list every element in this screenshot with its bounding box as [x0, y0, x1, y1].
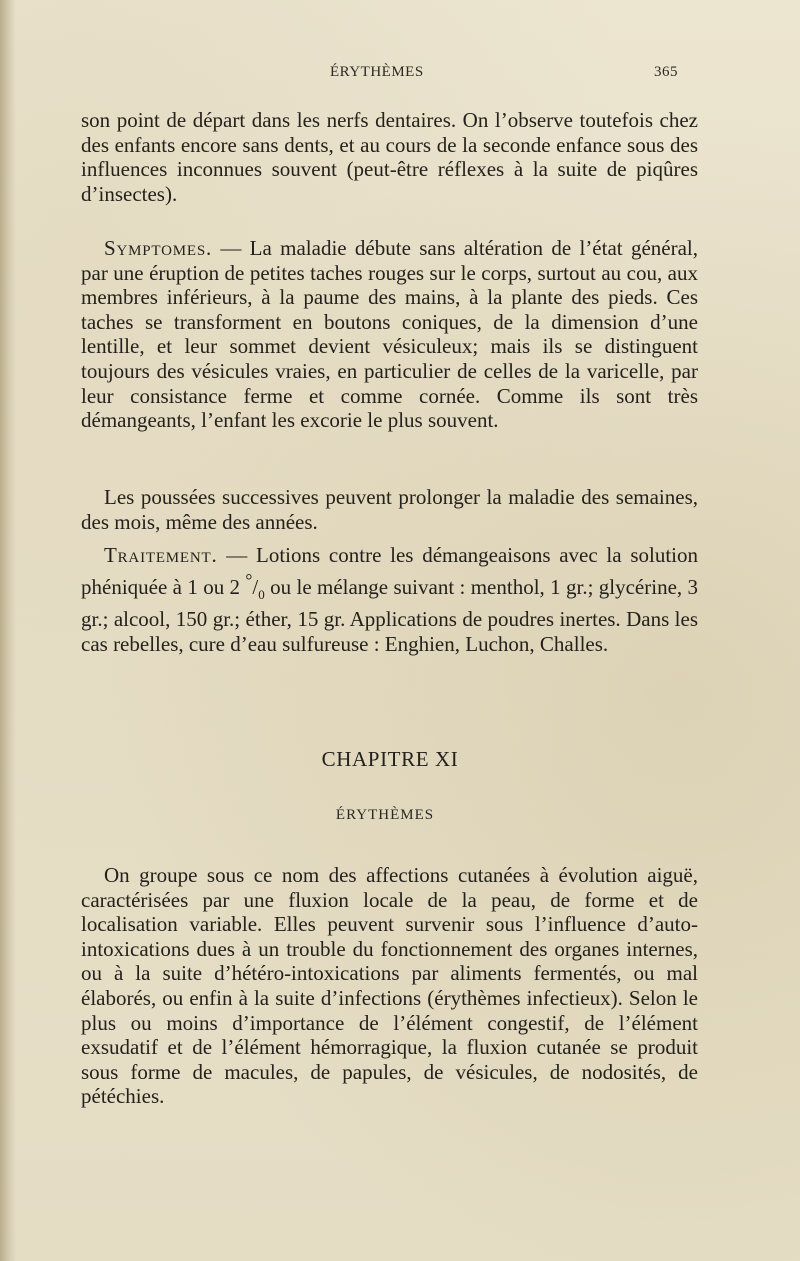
- paragraph-poussees: Les poussées successives peuvent prolonger la maladie des semaines, des mois, même des années.: [81, 485, 698, 534]
- paragraph-traitement-text-b: ou le mélange suivant : menthol, 1 gr.; glycérine, 3 gr.; alcool, 150 gr.; éther, 15 gr. Applications de poudres inertes. Dans les cas rebelles, cure d’eau sulfureuse : Enghien, Luchon, Challes.: [81, 574, 698, 656]
- chapter-title: CHAPITRE XI: [321, 747, 459, 771]
- running-title: ÉRYTHÈMES: [330, 64, 424, 80]
- running-header: [0, 64, 800, 86]
- paragraph-symptomes: [81, 236, 698, 433]
- page-binding-edge: [0, 0, 16, 1261]
- chapter-subtitle: ÉRYTHÈMES: [335, 807, 435, 823]
- paragraph-traitement-text-a: — Lotions contre les démangeaisons avec la solution phéniquée à 1 ou 2: [81, 543, 698, 599]
- section-label-symptomes: Symptomes.: [104, 236, 213, 260]
- section-label-traitement: Traitement.: [104, 543, 218, 567]
- paragraph-erythemes-intro: On groupe sous ce nom des affections cutanées à évolution aiguë, caractérisées par une fluxion locale de la peau, de forme et de localisation variable. Elles peuvent survenir sous l’influence d’auto-intoxications dues à un trouble du fonctionnement des organes internes, ou à la suite d’hétéro-intoxications par aliments fermentés, ou mal élaborés, ou enfin à la suite d’infections (érythèmes infectieux). Selon le plus ou moins d’importance de l’élément congestif, de l’élément exsudatif et de l’élément hémorragique, la fluxion cutanée se produit sous forme de macules, de papules, de vésicules, de nodosités, de pétéchies.: [81, 863, 698, 1109]
- percent-degree: °: [245, 569, 253, 590]
- paragraph-symptomes-text: — La maladie débute sans altération de l’état général, par une éruption de petites taches rouges sur le corps, surtout au cou, aux membres inférieurs, à la paume des mains, à la plante des pieds. Ces taches se transforment en boutons coniques, de la dimension d’une lentille, et leur sommet devient vésiculeux; mais ils se distinguent toujours des vésicules vraies, en particulier de celles de la varicelle, par leur consistance ferme et comme cornée. Comme ils sont très démangeants, l’enfant les excorie le plus souvent.: [81, 236, 698, 433]
- paragraph-traitement: [81, 543, 698, 657]
- percent-slash: /: [252, 574, 259, 599]
- page-number: 365: [654, 64, 678, 80]
- percent-zero: 0: [258, 586, 265, 602]
- paragraph-continuation: son point de départ dans les nerfs dentaires. On l’observe toutefois chez des enfants encore sans dents, et au cours de la seconde enfance sous des influences inconnues souvent (peut-être réflexes à la suite de piqûres d’insectes).: [81, 108, 698, 206]
